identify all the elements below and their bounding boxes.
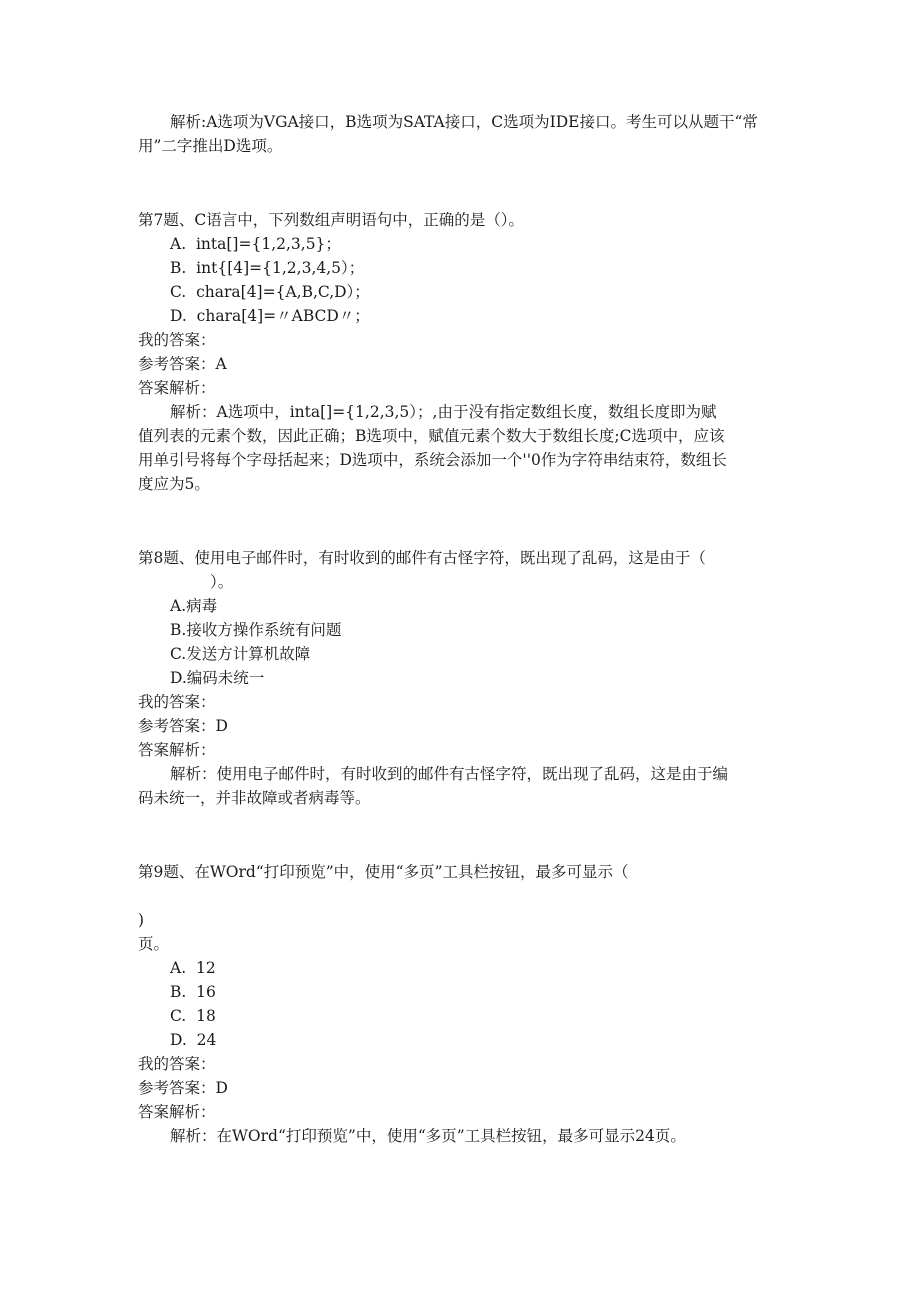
option-d: D. chara[4]=〃ABCD〃； — [170, 307, 370, 325]
analysis-label: 答案解析： — [138, 379, 216, 397]
option-a: A. 12 — [170, 959, 216, 977]
analysis-text: 解析:A选项为VGA接口，B选项为SATA接口，C选项为IDE接口。考生可以从题干“常 — [170, 113, 758, 131]
option-a: A.病毒 — [170, 597, 218, 615]
analysis-text: 度应为5。 — [138, 475, 210, 493]
my-answer-label: 我的答案： — [138, 693, 216, 711]
question-title-cont: ）。 — [210, 573, 234, 591]
option-d: D. 24 — [170, 1031, 217, 1049]
analysis-text: 解析：在WOrd“打印预览”中，使用“多页”工具栏按钮，最多可显示24页。 — [170, 1127, 686, 1145]
option-b: B. int{[4]={1,2,3,4,5）； — [170, 259, 365, 277]
option-d: D.编码未统一 — [170, 669, 265, 687]
option-b: B. 16 — [170, 983, 216, 1001]
prev-analysis — [138, 110, 798, 158]
analysis-text: 用单引号将每个字母括起来；D选项中，系统会添加一个''0作为字符串结束符，数组长 — [138, 451, 727, 469]
question-title-cont: ) — [138, 911, 145, 929]
reference-answer: 参考答案：D — [138, 1079, 228, 1097]
option-b: B.接收方操作系统有问题 — [170, 621, 342, 639]
reference-answer: 参考答案：D — [138, 717, 228, 735]
option-c: C. chara[4]={A,B,C,D）； — [170, 283, 370, 301]
analysis-text: 解析：A选项中，inta[]={1,2,3,5）；,由于没有指定数组长度，数组长度即为赋 — [170, 403, 717, 421]
question-8 — [138, 546, 798, 810]
reference-answer: 参考答案：A — [138, 355, 227, 373]
document-page — [138, 110, 798, 1148]
question-7 — [138, 208, 798, 496]
analysis-text: 值列表的元素个数，因此正确；B选项中，赋值元素个数大于数组长度;C选项中，应该 — [138, 427, 725, 445]
analysis-text: 解析：使用电子邮件时，有时收到的邮件有古怪字符，既出现了乱码，这是由于编 — [170, 765, 729, 783]
question-title: 第9题、在WOrd“打印预览”中，使用“多页”工具栏按钮，最多可显示（ — [138, 863, 629, 881]
analysis-text: 码未统一，并非故障或者病毒等。 — [138, 789, 371, 807]
analysis-label: 答案解析： — [138, 741, 216, 759]
question-9 — [138, 860, 798, 1148]
analysis-text: 用”二字推出D选项。 — [138, 137, 283, 155]
my-answer-label: 我的答案： — [138, 1055, 216, 1073]
question-title-cont: 页。 — [138, 935, 170, 953]
option-a: A. inta[]={1,2,3,5}； — [170, 235, 341, 253]
question-title: 第7题、C语言中，下列数组声明语句中，正确的是（）。 — [138, 211, 524, 229]
question-title: 第8题、使用电子邮件时，有时收到的邮件有古怪字符，既出现了乱码，这是由于（ — [138, 549, 706, 567]
option-c: C. 18 — [170, 1007, 216, 1025]
my-answer-label: 我的答案： — [138, 331, 216, 349]
option-c: C.发送方计算机故障 — [170, 645, 311, 663]
analysis-label: 答案解析： — [138, 1103, 216, 1121]
